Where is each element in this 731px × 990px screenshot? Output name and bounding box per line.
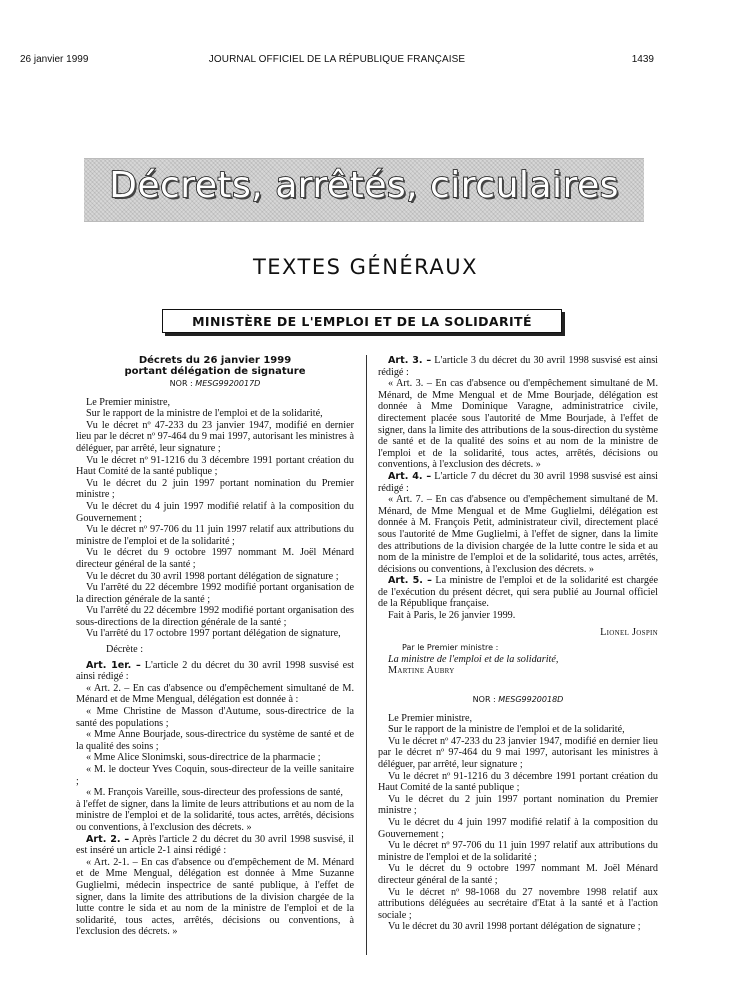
article-4-text: L'article 7 du décret du 30 avril 1998 susvisé est ainsi rédigé :: [378, 470, 658, 494]
column-divider: [366, 355, 367, 955]
ministry-heading: [162, 309, 562, 333]
signatory-name: Lionel Jospin: [600, 626, 658, 638]
delegate-item: « Mme Anne Bourjade, sous-directrice du système de santé et de la qualité des soins ;: [76, 729, 354, 752]
done-at: Fait à Paris, le 26 janvier 1999.: [388, 610, 516, 622]
article-5: [378, 575, 658, 610]
header-journal-title: JOURNAL OFFICIEL DE LA RÉPUBLIQUE FRANÇAISE: [208, 54, 466, 65]
section-title: TEXTES GÉNÉRAUX: [252, 255, 479, 279]
article-3: [378, 355, 658, 378]
article-3-quote: « Art. 3. – En cas d'absence ou d'empêchement simultané de M. Ménard, de Mme Mengual et de Mme Bourjade, délégation est donnée à Mme Dominique Varagne, administratrice civile, directement placée sous l'autorité de Mme Bourjade, à l'effet de signer, dans la limite des attributions de la sous-direction du système de santé et de la qualité des soins et au nom de la ministre de l'emploi et de la solidarité, tous actes, arrêtés, décisions ou conventions, à l'exclusion des décrets. »: [378, 378, 658, 471]
rubric-banner: [84, 158, 644, 222]
considerant: Sur le rapport de la ministre de l'emploi et de la solidarité,: [388, 724, 625, 736]
delegate-item: « Mme Christine de Masson d'Autume, sous-directrice de la santé des populations ;: [76, 706, 354, 729]
by-prime-minister: Par le Premier ministre :: [402, 643, 499, 653]
nor-code: MESG9920017D: [195, 379, 261, 388]
considerant: Vu le décret du 4 juin 1997 modifié relatif à la composition du Gouvernement ;: [76, 500, 354, 524]
banner-title: Décrets, arrêtés, circulaires: [109, 165, 619, 206]
considerant: Vu le décret nº 97-706 du 11 juin 1997 relatif aux attributions du ministre de l'emploi et de la solidarité ;: [378, 840, 658, 863]
article-1-label: Art. 1er. –: [86, 659, 141, 671]
delegate-item: « M. François Vareille, sous-directeur des professions de santé,: [86, 787, 343, 799]
considerant: Vu l'arrêté du 17 octobre 1997 portant délégation de signature,: [86, 628, 341, 640]
article-1-end: à l'effet de signer, dans la limite de leurs attributions et au nom de la ministre de l'emploi et de la solidarité, tous actes, arrêtés, décisions ou conventions, à l'exclusion des décrets. »: [76, 798, 354, 833]
considerant: Vu le décret nº 47-233 du 23 janvier 1947, modifié en dernier lieu par le décret nº 97-464 du 9 mai 1997, autorisant les ministres à déléguer, par arrêté, leur signature ;: [378, 735, 658, 770]
decree-2-intro: Le Premier ministre,: [388, 712, 473, 724]
nor-label: NOR :: [169, 379, 193, 388]
article-5-text: La ministre de l'emploi et de la solidarité est chargée de l'exécution du présent décret, qui sera publié au Journal officiel de la République française.: [378, 575, 658, 610]
considerant: Vu le décret nº 47-233 du 23 janvier 1947, modifié en dernier lieu par le décret nº 97-464 du 9 mai 1997, autorisant les ministres à déléguer, par arrêté, leur signature ;: [76, 419, 354, 454]
article-5-label: Art. 5. –: [388, 575, 432, 587]
article-4-label: Art. 4. –: [388, 470, 432, 482]
header-page-number: 1439: [631, 54, 654, 65]
considerant: Vu le décret du 9 octobre 1997 nommant M. Joël Ménard directeur général de la santé ;: [378, 863, 658, 886]
considerant: Vu le décret nº 91-1216 du 3 décembre 1991 portant création du Haut Comité de la santé publique ;: [378, 770, 658, 794]
considerant: Vu l'arrêté du 22 décembre 1992 modifié portant organisation de la direction générale de la santé ;: [76, 582, 354, 605]
considerant: Vu le décret nº 97-706 du 11 juin 1997 relatif aux attributions du ministre de l'emploi et de la solidarité ;: [76, 524, 354, 547]
considerant: Vu le décret du 30 avril 1998 portant délégation de signature ;: [388, 921, 641, 933]
considerant: Vu le décret du 30 avril 1998 portant délégation de signature ;: [86, 570, 339, 582]
considerant: Vu l'arrêté du 22 décembre 1992 modifié portant organisation des sous-directions de la direction générale de la santé ;: [76, 605, 354, 628]
article-4: [378, 471, 658, 494]
article-1-text: L'article 2 du décret du 30 avril 1998 susvisé est ainsi rédigé :: [76, 659, 354, 683]
decree-intro: Le Premier ministre,: [86, 396, 171, 408]
nor-reference-2: [378, 694, 658, 706]
right-column: [378, 355, 658, 933]
article-2-label: Art. 2. –: [86, 833, 130, 845]
decree-title-line1: Décrets du 26 janvier 1999: [138, 355, 292, 366]
article-1: [76, 660, 354, 683]
decree-title: [76, 355, 354, 377]
decree-title-line2: portant délégation de signature: [124, 366, 306, 377]
nor-reference: [76, 378, 354, 390]
considerant: Vu le décret du 2 juin 1997 portant nomination du Premier ministre ;: [76, 477, 354, 501]
article-3-label: Art. 3. –: [388, 355, 432, 366]
nor-code-2: MESG9920018D: [498, 695, 564, 705]
article-2-quote: « Art. 2-1. – En cas d'absence ou d'empêchement de M. Ménard et de Mme Mengual, délégation est donnée à Mme Suzanne Guglielmi, médecin inspectrice de santé publique, à l'effet de signer, dans la limite des attributions de la division chargée de la lutte contre le sida et au nom de la ministre de l'emploi et de la solidarité, tous actes, arrêtés, décisions ou conventions, à l'exclusion des décrets. »: [76, 856, 354, 938]
delegate-item: « Mme Alice Slonimski, sous-directrice de la pharmacie ;: [86, 752, 321, 764]
considerant: Vu le décret du 9 octobre 1997 nommant M. Joël Ménard directeur général de la santé ;: [76, 547, 354, 570]
header-date: 26 janvier 1999: [20, 54, 89, 65]
nor-label-2: NOR :: [472, 695, 496, 705]
left-column: [76, 355, 354, 938]
article-2: [76, 834, 354, 857]
ministry-title: MINISTÈRE DE L'EMPLOI ET DE LA SOLIDARITÉ: [192, 313, 532, 329]
article-3-text: L'article 3 du décret du 30 avril 1998 susvisé est ainsi rédigé :: [378, 355, 658, 378]
decrete-heading: Décrète :: [106, 644, 144, 656]
considerant: Vu le décret nº 98-1068 du 27 novembre 1998 relatif aux attributions déléguées au secrétaire d'Etat à la santé et à l'action sociale ;: [378, 886, 658, 921]
minister-name: Martine Aubry: [388, 665, 455, 677]
considerant: Sur le rapport de la ministre de l'emploi et de la solidarité,: [86, 408, 323, 420]
article-1-quote: « Art. 2. – En cas d'absence ou d'empêchement simultané de M. Ménard et de Mme Mengual, délégation est donnée à :: [76, 682, 354, 706]
article-4-quote: « Art. 7. – En cas d'absence ou d'empêchement simultané de M. Ménard, de Mme Mengual et de Mme Guglielmi, délégation est donnée à M. François Petit, administrateur civil, directement placé sous l'autorité de Mme Guglielmi, à l'effet de signer, dans la limite des attributions de la division chargée de la lutte contre le sida et au nom de la ministre de l'emploi et de la solidarité, tous actes, arrêtés, décisions ou conventions, à l'exclusion des décrets. »: [378, 494, 658, 575]
minister-role: La ministre de l'emploi et de la solidarité,: [388, 653, 559, 665]
running-header: [20, 54, 654, 68]
considerant: Vu le décret du 2 juin 1997 portant nomination du Premier ministre ;: [378, 793, 658, 817]
delegate-item: « M. le docteur Yves Coquin, sous-directeur de la veille sanitaire ;: [76, 764, 354, 787]
considerant: Vu le décret du 4 juin 1997 modifié relatif à la composition du Gouvernement ;: [378, 816, 658, 840]
article-2-text: Après l'article 2 du décret du 30 avril 1998 susvisé, il est inséré un article 2-1 ainsi rédigé :: [76, 833, 354, 857]
considerant: Vu le décret nº 91-1216 du 3 décembre 1991 portant création du Haut Comité de la santé publique ;: [76, 454, 354, 478]
